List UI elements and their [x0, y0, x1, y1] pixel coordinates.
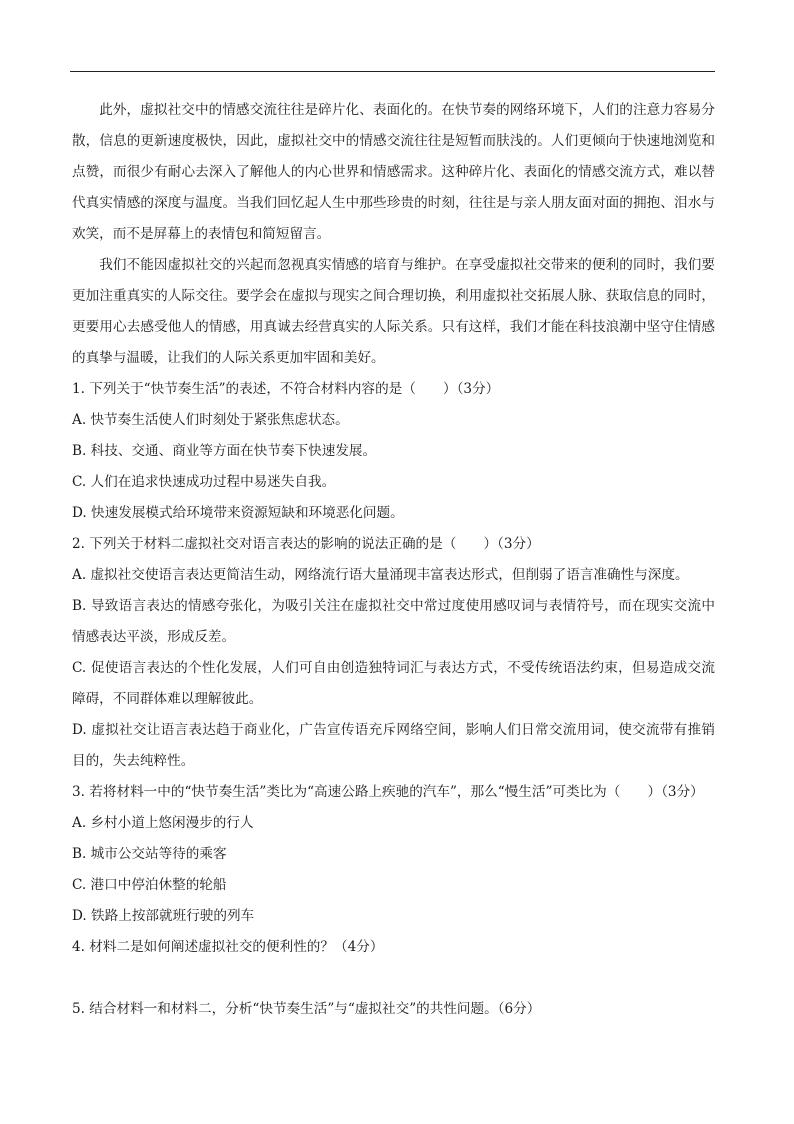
question-4-stem: 4. 材料二是如何阐述虚拟社交的便利性的？（4分） [72, 939, 384, 955]
question-2-option-b: B. 导致语言表达的情感夸张化，为吸引关注在虚拟社交中常过度使用感叹词与表情符号，而在现实交流中情感表达平淡，形成反差。 [72, 598, 715, 645]
question-3-option-d: D. 铁路上按部就班行驶的列车 [72, 908, 255, 924]
header-rule [70, 71, 715, 72]
question-3-option-c: C. 港口中停泊休整的轮船 [72, 877, 227, 893]
question-1-option-c: C. 人们在追求快速成功过程中易迷失自我。 [72, 474, 336, 490]
passage-paragraph-2: 我们不能因虚拟社交的兴起而忽视真实情感的培育与维护。在享受虚拟社交带来的便利的同时，我们要更加注重真实的人际交往。要学会在虚拟与现实之间合理切换，利用虚拟社交拓展人脉、获取信息的同时，更要用心去感受他人的情感，用真诚去经营真实的人际关系。只有这样，我们才能在科技浪潮中坚守住情感的真挚与温暖，让我们的人际关系更加牢固和美好。 [72, 257, 715, 366]
question-2-option-d: D. 虚拟社交让语言表达趋于商业化，广告宣传语充斥网络空间，影响人们日常交流用词，使交流带有推销目的，失去纯粹性。 [72, 722, 715, 769]
answer-space [72, 963, 715, 994]
document-body [72, 95, 715, 1025]
question-2-stem: 2. 下列关于材料二虚拟社交对语言表达的影响的说法正确的是（ ）（3分） [72, 536, 540, 552]
question-3-option-a: A. 乡村小道上悠闲漫步的行人 [72, 815, 254, 831]
question-1-option-d: D. 快速发展模式给环境带来资源短缺和环境恶化问题。 [72, 505, 404, 521]
question-1-option-a: A. 快节奏生活使人们时刻处于紧张焦虑状态。 [72, 412, 349, 428]
question-2-option-c: C. 促使语言表达的个性化发展，人们可自由创造独特词汇与表达方式，不受传统语法约束，但易造成交流障碍，不同群体难以理解彼此。 [72, 660, 715, 707]
question-1-option-b: B. 科技、交通、商业等方面在快节奏下快速发展。 [72, 443, 377, 459]
question-2-option-a: A. 虚拟社交使语言表达更简洁生动，网络流行语大量涌现丰富表达形式，但削弱了语言准确性与深度。 [72, 567, 689, 583]
question-5-stem: 5. 结合材料一和材料二，分析“快节奏生活”与“虚拟社交”的共性问题。（6分） [72, 1001, 541, 1017]
question-1-stem: 1. 下列关于“快节奏生活”的表述，不符合材料内容的是（ ）（3分） [72, 381, 500, 397]
passage-paragraph-1: 此外，虚拟社交中的情感交流往往是碎片化、表面化的。在快节奏的网络环境下，人们的注意力容易分散，信息的更新速度极快，因此，虚拟社交中的情感交流往往是短暂而肤浅的。人们更倾向于快速地浏览和点赞，而很少有耐心去深入了解他人的内心世界和情感需求。这种碎片化、表面化的情感交流方式，难以替代真实情感的深度与温度。当我们回忆起人生中那些珍贵的时刻，往往是与亲人朋友面对面的拥抱、泪水与欢笑，而不是屏幕上的表情包和简短留言。 [72, 102, 715, 242]
question-3-stem: 3. 若将材料一中的“快节奏生活”类比为“高速公路上疾驰的汽车”，那么“慢生活”可类比为（ ）（3分） [72, 784, 704, 800]
question-3-option-b: B. 城市公交站等待的乘客 [72, 846, 227, 862]
